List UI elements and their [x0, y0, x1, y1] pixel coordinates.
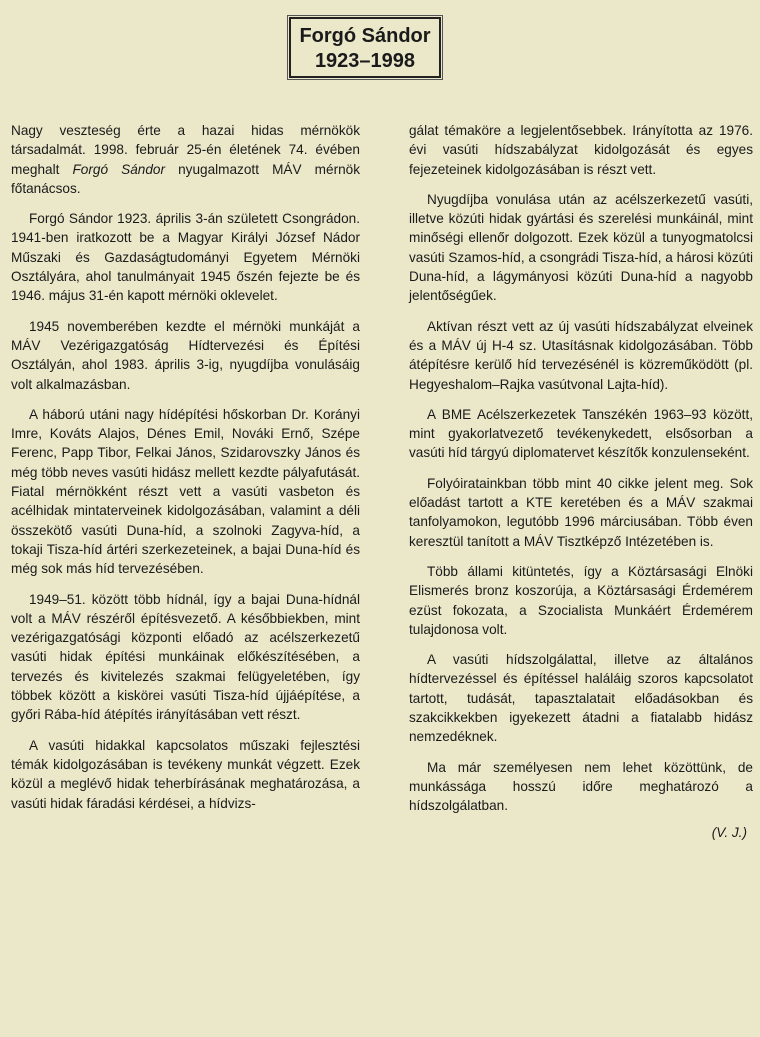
paragraph-construction: 1949–51. között több hídnál, így a bajai Duna-hídnál volt a MÁV részéről építésvezető. A későbbiekben, mint vezérigazgatósági központi előadó az acélszerkezetű vasúti hidak építési munkáinak előkészítésében, a tervezés és kivitelezés szakmai felügyeletében, így többek között a kiskörei vasúti Tisza-híd újjáépítése, a győri Rába-híd átépítés irányításában vett részt. — [11, 591, 360, 723]
paragraph-postwar: A háború utáni nagy hídépítési hőskorban Dr. Korányi Imre, Kováts Alajos, Dénes Emil, Nováki Ernő, Szépe Ferenc, Papp Tibor, Felkai János, Szidarovszky János és még több neves vasúti hidász mellett kezdte pályafutását. Fiatal mérnökként részt vett a vasúti vasbeton és acélhidak mintaterveinek kidolgozásában, valamint a déli összekötő vasúti Duna-híd, a szolnoki Zagyva-híd, a tokaji Tisza-híd ártéri szerkezeteinek, a bajai Duna-híd és még sok más híd tervezésében. — [11, 406, 360, 577]
intro-text-b: nyugalmazott MÁV mérnök főtanácsos. — [11, 161, 361, 196]
paragraph-awards: Több állami kitüntetés, így a Köztársasági Elnöki Elismerés bronz koszorúja, a Köztársasági Érdemérem ezüst fokozata, a Szocialista Munkáért Érdemérem tulajdonosa volt. — [409, 563, 753, 637]
paragraph-intro — [11, 121, 360, 198]
left-column — [11, 121, 360, 824]
deceased-name: Forgó Sándor — [72, 161, 165, 177]
paragraph-development: A vasúti hidakkal kapcsolatos műszaki fejlesztési témák kidolgozásában is tevékeny munkát végzett. Ezek közül a meglévő hidak teherbírásának meghatározása, a vasúti hidak fáradási kérdései, a hídvizs- — [11, 737, 360, 811]
obituary-name: Forgó Sándor — [299, 25, 431, 47]
title-box — [289, 17, 441, 78]
paragraph-teaching: A BME Acélszerkezetek Tanszékén 1963–93 között, mint gyakorlatvezető tevékenykedett, elsősorban a vasúti híd tárgyú diplomatervet készítők konzulenseként. — [409, 406, 753, 461]
right-column — [409, 121, 753, 842]
intro-text-a: Nagy veszteség érte a hazai hidas mérnökök társadalmát. 1998. február 25-én életének 74. évében meghalt — [11, 123, 360, 177]
obituary-years: 1923–1998 — [314, 50, 416, 72]
paragraph-regulations: Aktívan részt vett az új vasúti hídszabályzat elveinek és a MÁV új H-4 sz. Utasításnak kidolgozásában. Több átépítésre kerülő híd tervezésénél is közreműködött (pl. Hegyeshalom–Rajka vasútvonal Lajta-híd). — [409, 318, 753, 392]
paragraph-birth: Forgó Sándor 1923. április 3-án született Csongrádon. 1941-ben iratkozott be a Magyar Királyi József Nádor Műszaki és Gazdaságtudományi Egyetem Mérnöki Osztályára, ahol tanulmányait 1945 őszén fejezte be és 1946. május 31-én kapott mérnöki oklevelet. — [11, 211, 360, 304]
paragraph-publications: Folyóiratainkban több mint 40 cikke jelent meg. Sok előadást tartott a KTE keretében és a MÁV szakmai tanfolyamokon, legutóbb 1996 márciusában. Több éven keresztül tanított a MÁV Tisztképző Intézetében is. — [409, 475, 753, 549]
paragraph-closing: Ma már személyesen nem lehet közöttünk, de munkássága hosszú időre meghatározó a hídszolgálatban. — [409, 759, 753, 814]
paragraph-career-start: 1945 novemberében kezdte el mérnöki munkáját a MÁV Vezérigazgatóság Hídtervezési és Építési Osztályán, ahol 1983. április 3-ig, nyugdíjba vonulásáig volt alkalmazásban. — [11, 318, 360, 392]
signature: (V. J.) — [711, 824, 747, 840]
paragraph-legacy: A vasúti hídszolgálattal, illetve az általános hídtervezéssel és építéssel haláláig szoros kapcsolatot tartott, tudását, tapasztalatait előadásokban és szakcikkekben igyekezett átadni a fiatalabb hidász nemzedéknek. — [409, 652, 753, 745]
paragraph-continuation: gálat témaköre a legjelentősebbek. Irányította az 1976. évi vasúti hídszabályzat kidolgozását és egyes fejezeteinek kidolgozásában is részt vett. — [409, 123, 753, 177]
paragraph-retirement: Nyugdíjba vonulása után az acélszerkezetű vasúti, illetve közúti hidak gyártási és szerelési munkáinál, mint minőségi ellenőr dolgozott. Ezek közül a tunyogmatolcsi vasúti Szamos-híd, a csongrádi Tisza-híd, a hárosi közúti Duna-híd, a lágymányosi közúti Duna-híd a nagyobb jelentőségűek. — [409, 191, 753, 304]
